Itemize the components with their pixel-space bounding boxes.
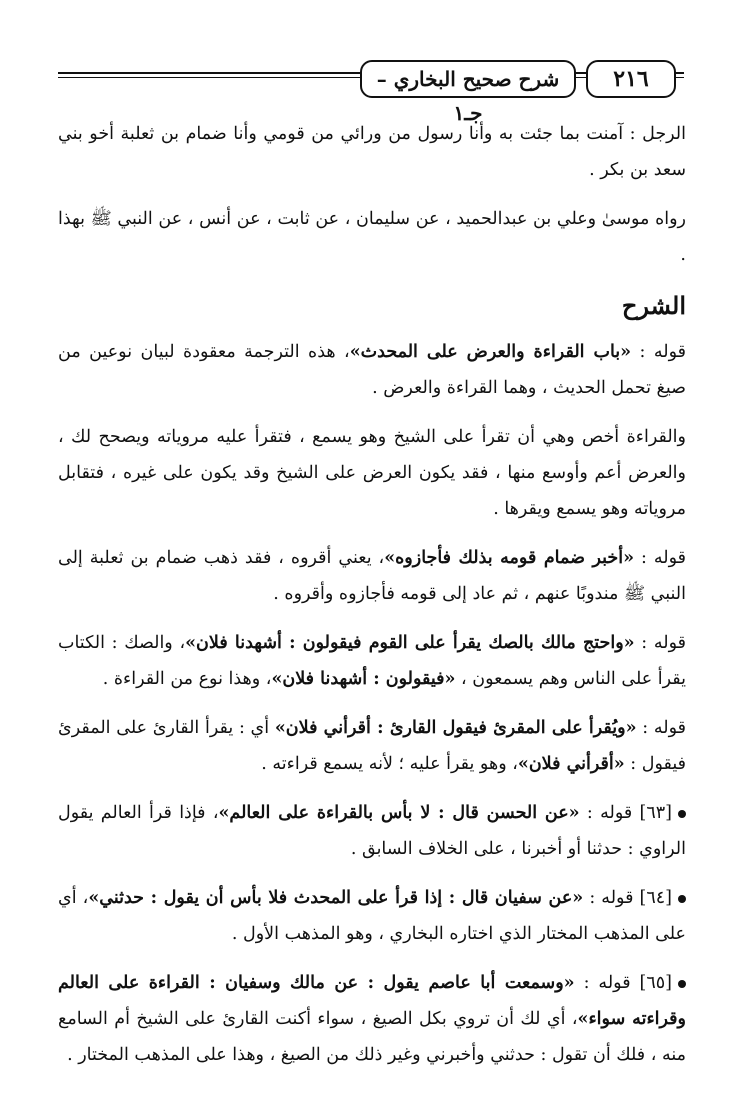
- paragraph-6: [58, 795, 686, 867]
- page-body: [58, 116, 686, 1086]
- quoted-text: «وسمعت أبا عاصم يقول : عن مالك وسفيان : القراءة على العالم وقراءته سواء»: [58, 973, 687, 1029]
- quoted-text: «ويُقرأ على المقرئ فيقول القارئ : أقرأني فلان»: [274, 718, 637, 738]
- paragraph-5: [58, 710, 686, 782]
- commentary-text: ، والصك : الكتاب يقرأ على الناس وهم يسمعون ،: [58, 633, 686, 689]
- hadith-riwaya: رواه موسىٰ وعلي بن عبدالحميد ، عن سليمان ، عن ثابت ، عن أنس ، عن النبي ﷺ بهذا .: [58, 209, 686, 265]
- commentary-text: ، يعني أقروه ، فقد ذهب ضمام بن ثعلبة إلى النبي ﷺ مندوبًا عنهم ، ثم عاد إلى قومه فأجازوه وأقروه .: [58, 548, 686, 604]
- paragraph-4: [58, 625, 686, 697]
- hadith-number: [٦٤]: [639, 888, 672, 908]
- page-header: [58, 58, 684, 125]
- commentary-text: ، وهذا نوع من القراءة .: [102, 669, 272, 689]
- paragraph-1: [58, 334, 686, 406]
- commentary-text: ، أي لك أن تروي بكل الصيغ ، سواء أكنت القارئ على الشيخ أم السامع منه ، فلك أن تقول : حدثني وأخبرني وغير ذلك من الصيغ ، وهذا على المذهب المختار .: [58, 1009, 686, 1065]
- quoted-text: «فيقولون : أشهدنا فلان»: [271, 669, 456, 689]
- hadith-number: [٦٥]: [639, 973, 672, 993]
- hadith-text: الرجل : آمنت بما جئت به وأنا رسول من ورائي من قومي وأنا ضمام بن ثعلبة أخو بني سعد بن بكر .: [58, 124, 686, 180]
- qawluhu-label: قوله :: [583, 888, 640, 908]
- qawluhu-label: قوله :: [634, 548, 686, 568]
- quoted-text: «واحتج مالك بالصك يقرأ على القوم فيقولون : أشهدنا فلان»: [185, 633, 635, 653]
- commentary-text: أي : يقرأ القارئ على المقرئ فيقول :: [58, 718, 686, 774]
- quoted-text: «عن سفيان قال : إذا قرأ على المحدث فلا بأس أن يقول : حدثني»: [88, 888, 584, 908]
- bullet-icon: [678, 895, 686, 903]
- quoted-text: «عن الحسن قال : لا بأس بالقراءة على العالم»: [218, 803, 580, 823]
- commentary-text: ، فإذا قرأ العالم يقول الراوي : حدثنا أو أخبرنا ، على الخلاف السابق .: [58, 803, 686, 859]
- paragraph-2: والقراءة أخص وهي أن تقرأ على الشيخ وهو يسمع ، فتقرأ عليه مروياته ويصحح لك ، والعرض أعم وأوسع منها ، فقد يكون العرض على الشيخ وقد يكون على غيره ، فتقابل مروياته وهو يسمع ويقرها .: [58, 427, 686, 519]
- quoted-text: «أقرأني فلان»: [517, 754, 625, 774]
- commentary-text: ، أي على المذهب المختار الذي اختاره البخاري ، وهو المذهب الأول .: [58, 888, 686, 944]
- page-number: ٢١٦: [586, 60, 676, 98]
- bullet-icon: [678, 810, 686, 818]
- quoted-text: «أخبر ضمام قومه بذلك فأجازوه»: [384, 548, 635, 568]
- bullet-icon: [678, 980, 686, 988]
- qawluhu-label: قوله :: [574, 973, 640, 993]
- qawluhu-label: قوله :: [579, 803, 640, 823]
- commentary-text: ، هذه الترجمة معقودة لبيان نوعين من صيغ تحمل الحديث ، وهما القراءة والعرض .: [58, 342, 686, 398]
- qawluhu-label: قوله :: [636, 718, 686, 738]
- commentary-text: ، وهو يقرأ عليه ؛ لأنه يسمع قراءته .: [261, 754, 518, 774]
- quoted-text: «باب القراءة والعرض على المحدث»: [349, 342, 632, 362]
- qawluhu-label: قوله :: [631, 342, 686, 362]
- sharh-heading: الشرح: [621, 291, 686, 320]
- paragraph-8: [58, 965, 686, 1073]
- book-title: شرح صحيح البخاري – جـ١: [360, 60, 576, 98]
- qawluhu-label: قوله :: [634, 633, 686, 653]
- paragraph-3: [58, 540, 686, 612]
- paragraph-7: [58, 880, 686, 952]
- hadith-number: [٦٣]: [639, 803, 672, 823]
